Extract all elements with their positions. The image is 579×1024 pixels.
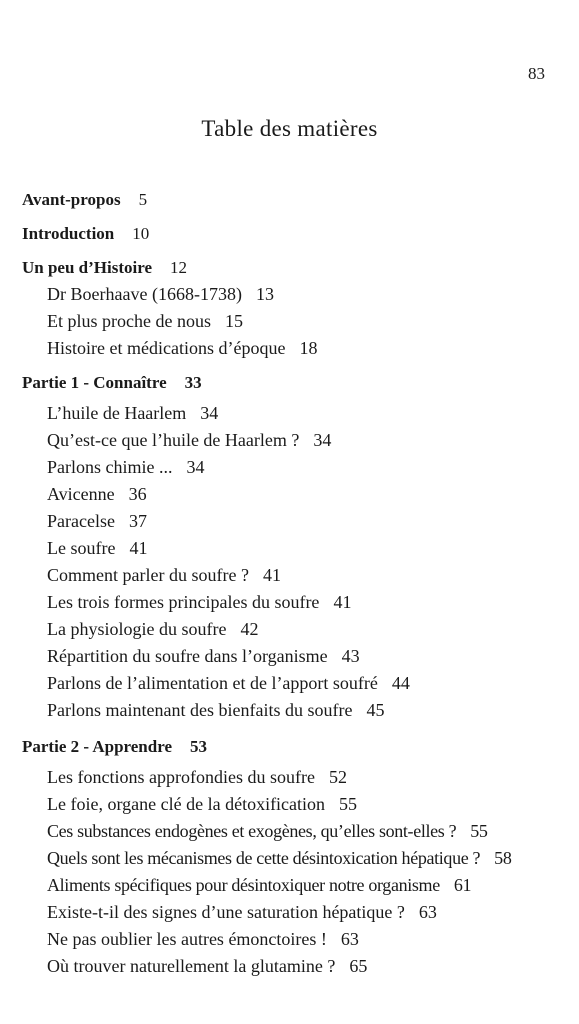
toc-entry-page: 61 — [453, 875, 472, 895]
toc-subentry — [22, 697, 562, 724]
toc-entry-label: Histoire et médications d’époque — [47, 338, 286, 358]
toc-subentry — [22, 427, 562, 454]
toc-entry-avant-propos — [22, 186, 562, 213]
toc-subentry — [22, 535, 562, 562]
toc-entry-page: 65 — [349, 956, 368, 976]
toc-subentry — [22, 308, 562, 335]
toc-entry-label: Parlons chimie ... — [47, 457, 173, 477]
toc-entry-label: Dr Boerhaave (1668-1738) — [47, 284, 242, 304]
toc-entry-page: 34 — [186, 457, 205, 477]
toc-subentry — [22, 953, 562, 980]
toc-entry-page: 5 — [138, 190, 148, 209]
toc-entry-label: Partie 2 - Apprendre — [22, 737, 172, 756]
toc-entry-label: Existe-t-il des signes d’une saturation hépatique ? — [47, 902, 405, 922]
toc-subentry — [22, 616, 562, 643]
toc-subentry — [22, 281, 562, 308]
toc-subentry — [22, 872, 562, 899]
toc-subentry — [22, 791, 562, 818]
toc-subentry — [22, 454, 562, 481]
toc-subentry — [22, 481, 562, 508]
toc-entry-label: Avant-propos — [22, 190, 121, 209]
toc-entry-label: Où trouver naturellement la glutamine ? — [47, 956, 336, 976]
toc-entry-page: 44 — [391, 673, 410, 693]
toc-subentry — [22, 508, 562, 535]
toc-entry-page: 41 — [129, 538, 148, 558]
toc-entry-page: 18 — [299, 338, 318, 358]
toc-entry-label: Introduction — [22, 224, 115, 243]
toc-entry-page: 55 — [339, 794, 358, 814]
table-of-contents — [22, 186, 562, 980]
toc-entry-page: 63 — [340, 929, 359, 949]
toc-entry-label: Les fonctions approfondies du soufre — [47, 767, 315, 787]
toc-subentry — [22, 335, 562, 362]
toc-entry-partie-2 — [22, 733, 562, 760]
toc-entry-page: 41 — [262, 565, 281, 585]
toc-entry-partie-1 — [22, 369, 562, 396]
toc-entry-label: Un peu d’Histoire — [22, 258, 153, 277]
toc-subentry — [22, 670, 562, 697]
toc-subentry — [22, 562, 562, 589]
toc-entry-label: Paracelse — [47, 511, 115, 531]
page-number: 83 — [528, 64, 545, 83]
toc-entry-label: Et plus proche de nous — [47, 311, 211, 331]
toc-entry-label: Comment parler du soufre ? — [47, 565, 249, 585]
toc-entry-page: 34 — [200, 403, 219, 423]
toc-entry-label: Ces substances endogènes et exogènes, qu’elles sont-elles ? — [47, 821, 457, 841]
toc-entry-label: Quels sont les mécanismes de cette désintoxication hépatique ? — [47, 848, 481, 868]
toc-subentry — [22, 400, 562, 427]
toc-entry-label: Parlons de l’alimentation et de l’apport soufré — [47, 673, 378, 693]
toc-entry-page: 42 — [240, 619, 259, 639]
toc-entry-label: L’huile de Haarlem — [47, 403, 187, 423]
toc-entry-page: 55 — [470, 821, 488, 841]
toc-entry-label: Le soufre — [47, 538, 116, 558]
toc-entry-page: 37 — [128, 511, 147, 531]
toc-entry-label: Parlons maintenant des bienfaits du soufre — [47, 700, 353, 720]
toc-entry-introduction — [22, 220, 562, 247]
toc-subentry — [22, 926, 562, 953]
toc-subentry — [22, 764, 562, 791]
toc-entry-page: 15 — [224, 311, 243, 331]
toc-subentry — [22, 845, 562, 872]
toc-entry-label: Partie 1 - Connaître — [22, 373, 167, 392]
toc-entry-page: 10 — [132, 224, 150, 243]
toc-entry-label: Les trois formes principales du soufre — [47, 592, 320, 612]
toc-entry-label: La physiologie du soufre — [47, 619, 227, 639]
toc-entry-label: Ne pas oublier les autres émonctoires ! — [47, 929, 327, 949]
toc-subentry — [22, 643, 562, 670]
toc-subentry — [22, 818, 562, 845]
toc-entry-page: 36 — [128, 484, 147, 504]
toc-entry-page: 13 — [255, 284, 274, 304]
toc-entry-label: Avicenne — [47, 484, 115, 504]
toc-entry-page: 58 — [494, 848, 512, 868]
toc-entry-label: Répartition du soufre dans l’organisme — [47, 646, 328, 666]
toc-entry-page: 43 — [341, 646, 360, 666]
toc-entry-label: Aliments spécifiques pour désintoxiquer notre organisme — [47, 875, 440, 895]
toc-subentry — [22, 899, 562, 926]
toc-entry-page: 34 — [313, 430, 332, 450]
toc-entry-label: Le foie, organe clé de la détoxification — [47, 794, 326, 814]
toc-entry-page: 52 — [328, 767, 347, 787]
toc-entry-label: Qu’est-ce que l’huile de Haarlem ? — [47, 430, 300, 450]
toc-entry-page: 33 — [184, 373, 202, 392]
toc-entry-page: 63 — [418, 902, 437, 922]
toc-entry-page: 45 — [366, 700, 385, 720]
toc-entry-page: 41 — [333, 592, 352, 612]
toc-entry-histoire — [22, 254, 562, 281]
page-title: Table des matières — [201, 116, 378, 141]
toc-entry-page: 53 — [190, 737, 207, 756]
toc-entry-page: 12 — [170, 258, 188, 277]
toc-subentry — [22, 589, 562, 616]
